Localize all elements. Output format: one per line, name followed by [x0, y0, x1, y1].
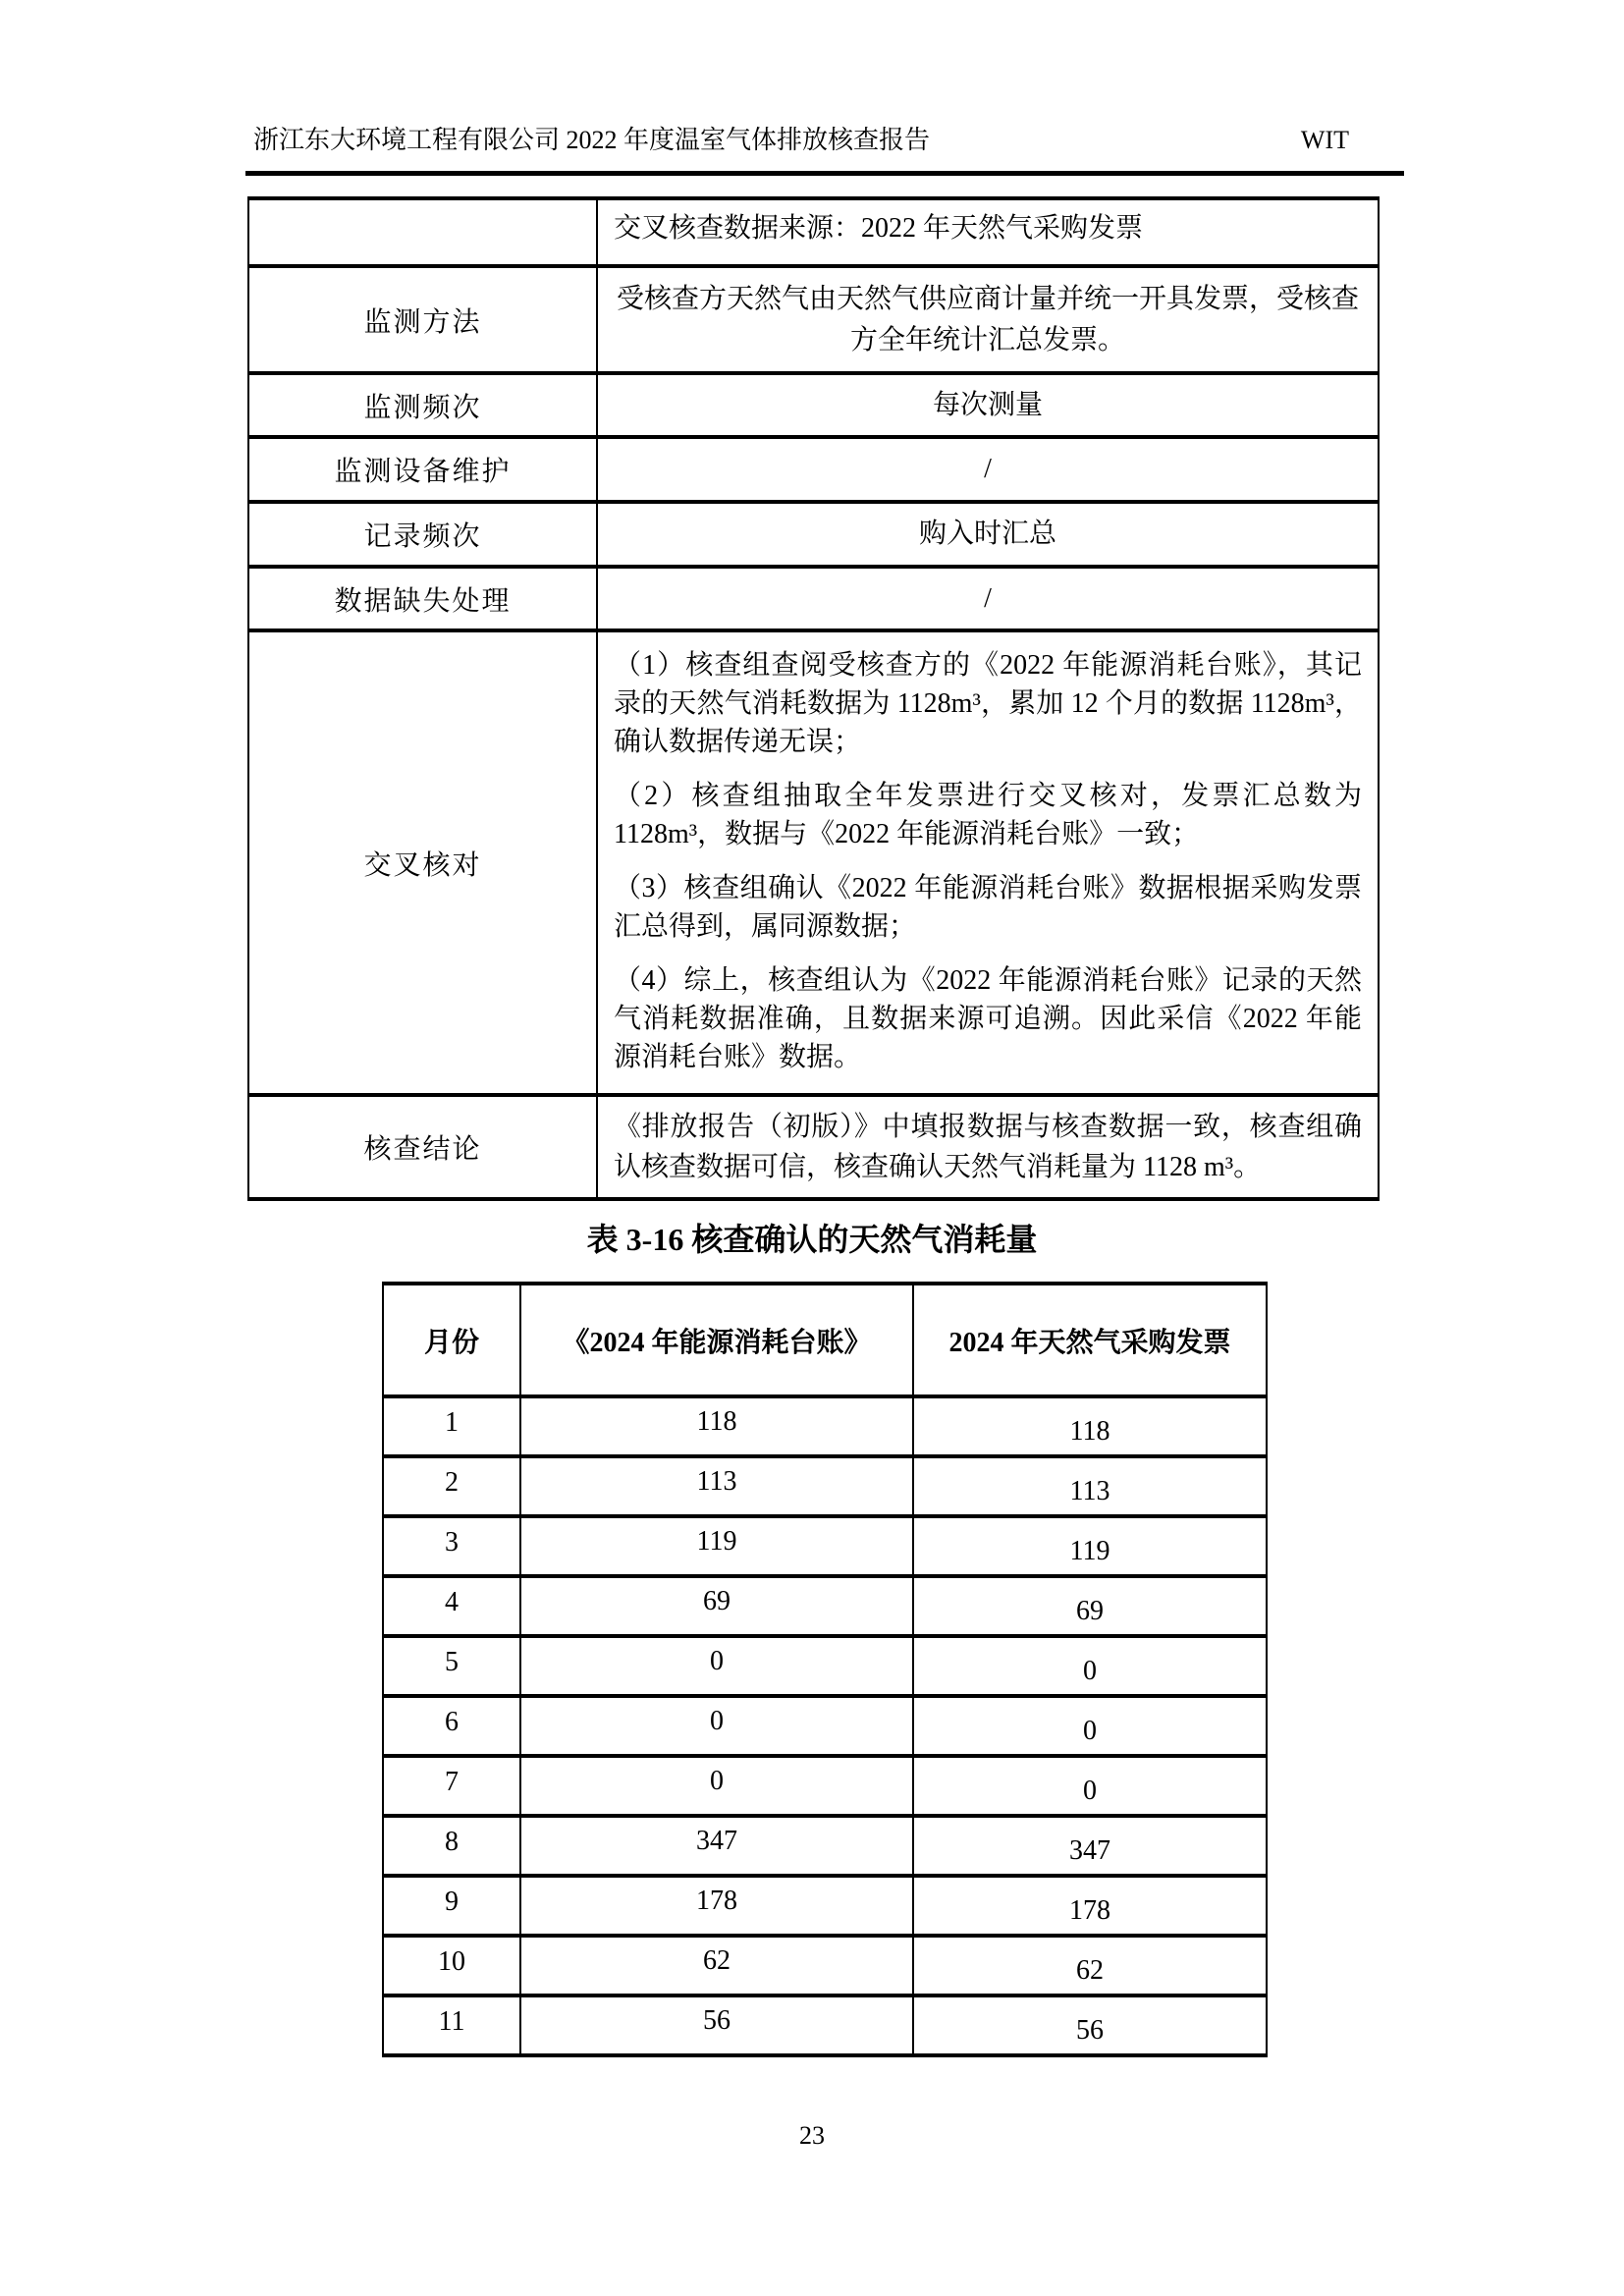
month-cell: 10 — [383, 1936, 520, 1995]
ledger-value-cell: 119 — [520, 1516, 913, 1576]
section-title: 表 3-16 核查确认的天然气消耗量 — [586, 1222, 1038, 1257]
monitoring-frequency-label: 监测频次 — [248, 373, 597, 437]
record-frequency-label: 记录频次 — [248, 502, 597, 567]
table-row — [248, 567, 1379, 630]
table-row — [248, 502, 1379, 567]
record-frequency-value: 购入时汇总 — [597, 502, 1379, 567]
monitoring-frequency-value: 每次测量 — [597, 373, 1379, 437]
empty-label-cell — [248, 198, 597, 266]
missing-data-label: 数据缺失处理 — [248, 567, 597, 630]
month-cell: 1 — [383, 1396, 520, 1456]
month-cell: 4 — [383, 1576, 520, 1636]
invoice-value-cell: 0 — [913, 1756, 1267, 1816]
table-row — [248, 1095, 1379, 1199]
month-cell: 9 — [383, 1876, 520, 1936]
table-row — [248, 630, 1379, 1095]
table-row — [383, 1396, 1267, 1456]
invoice-value-cell: 347 — [913, 1816, 1267, 1876]
monitoring-info-table — [247, 196, 1380, 1201]
page-header — [253, 124, 1349, 157]
ledger-value-cell: 118 — [520, 1396, 913, 1456]
month-cell: 8 — [383, 1816, 520, 1876]
gas-consumption-body — [383, 1396, 1267, 2055]
header-rule — [245, 171, 1404, 176]
invoice-value-cell: 0 — [913, 1636, 1267, 1696]
invoice-value-cell: 113 — [913, 1456, 1267, 1516]
col-header-ledger: 《2024 年能源消耗台账》 — [520, 1284, 913, 1396]
table-row — [383, 1636, 1267, 1696]
invoice-value-cell: 119 — [913, 1516, 1267, 1576]
table-row — [248, 373, 1379, 437]
month-cell: 3 — [383, 1516, 520, 1576]
invoice-value-cell: 56 — [913, 1995, 1267, 2055]
cross-verification-paragraph: （3）核查组确认《2022 年能源消耗台账》数据根据采购发票汇总得到，属同源数据； — [614, 873, 1362, 942]
verification-conclusion-value: 《排放报告（初版）》中填报数据与核查数据一致，核查组确认核查数据可信，核查确认天然气消耗量为 1128 m³。 — [597, 1095, 1379, 1199]
ledger-value-cell: 0 — [520, 1696, 913, 1756]
gas-consumption-table — [382, 1282, 1268, 2057]
invoice-value-cell: 0 — [913, 1696, 1267, 1756]
header-mark: WIT — [1300, 126, 1349, 154]
table-row — [383, 1456, 1267, 1516]
ledger-value-cell: 113 — [520, 1456, 913, 1516]
table-row — [383, 1576, 1267, 1636]
missing-data-value: / — [597, 567, 1379, 630]
table-row — [383, 1816, 1267, 1876]
ledger-value-cell: 56 — [520, 1995, 913, 2055]
table-row — [383, 1516, 1267, 1576]
month-cell: 2 — [383, 1456, 520, 1516]
cross-verification-paragraph: （2）核查组抽取全年发票进行交叉核对，发票汇总数为 1128m³，数据与《2022 年能源消耗台账》一致； — [614, 781, 1362, 849]
ledger-value-cell: 69 — [520, 1576, 913, 1636]
cross-verification-paragraph: （4）综上，核查组认为《2022 年能源消耗台账》记录的天然气消耗数据准确，且数据来源可追溯。因此采信《2022 年能源消耗台账》数据。 — [614, 965, 1362, 1072]
ledger-value-cell: 178 — [520, 1876, 913, 1936]
ledger-value-cell: 347 — [520, 1816, 913, 1876]
table-row — [383, 1876, 1267, 1936]
table-header-row — [383, 1284, 1267, 1396]
page-number: 23 — [799, 2121, 825, 2150]
table-row — [248, 437, 1379, 502]
equipment-maintenance-label: 监测设备维护 — [248, 437, 597, 502]
invoice-value-cell: 69 — [913, 1576, 1267, 1636]
month-cell: 6 — [383, 1696, 520, 1756]
col-header-invoice: 2024 年天然气采购发票 — [913, 1284, 1267, 1396]
table-row — [248, 198, 1379, 266]
verification-conclusion-label: 核查结论 — [248, 1095, 597, 1199]
invoice-value-cell: 62 — [913, 1936, 1267, 1995]
cross-verification-paragraph: （1）核查组查阅受核查方的《2022 年能源消耗台账》，其记录的天然气消耗数据为 1128m³，累加 12 个月的数据 1128m³，确认数据传递无误； — [614, 650, 1362, 757]
month-cell: 11 — [383, 1995, 520, 2055]
ledger-value-cell: 0 — [520, 1636, 913, 1696]
col-header-month: 月份 — [383, 1284, 520, 1396]
month-cell: 5 — [383, 1636, 520, 1696]
cross-check-source-cell: 交叉核查数据来源：2022 年天然气采购发票 — [597, 198, 1379, 266]
cross-verification-details — [597, 630, 1379, 1095]
table-row — [383, 1936, 1267, 1995]
invoice-value-cell: 178 — [913, 1876, 1267, 1936]
monitoring-method-label: 监测方法 — [248, 266, 597, 373]
table-row — [248, 266, 1379, 373]
report-title: 浙江东大环境工程有限公司 2022 年度温室气体排放核查报告 — [253, 126, 931, 154]
month-cell: 7 — [383, 1756, 520, 1816]
table-row — [383, 1696, 1267, 1756]
equipment-maintenance-value: / — [597, 437, 1379, 502]
table-row — [383, 1756, 1267, 1816]
monitoring-method-value: 受核查方天然气由天然气供应商计量并统一开具发票，受核查方全年统计汇总发票。 — [597, 266, 1379, 373]
cross-verification-label: 交叉核对 — [248, 630, 597, 1095]
invoice-value-cell: 118 — [913, 1396, 1267, 1456]
ledger-value-cell: 62 — [520, 1936, 913, 1995]
ledger-value-cell: 0 — [520, 1756, 913, 1816]
table-row — [383, 1995, 1267, 2055]
